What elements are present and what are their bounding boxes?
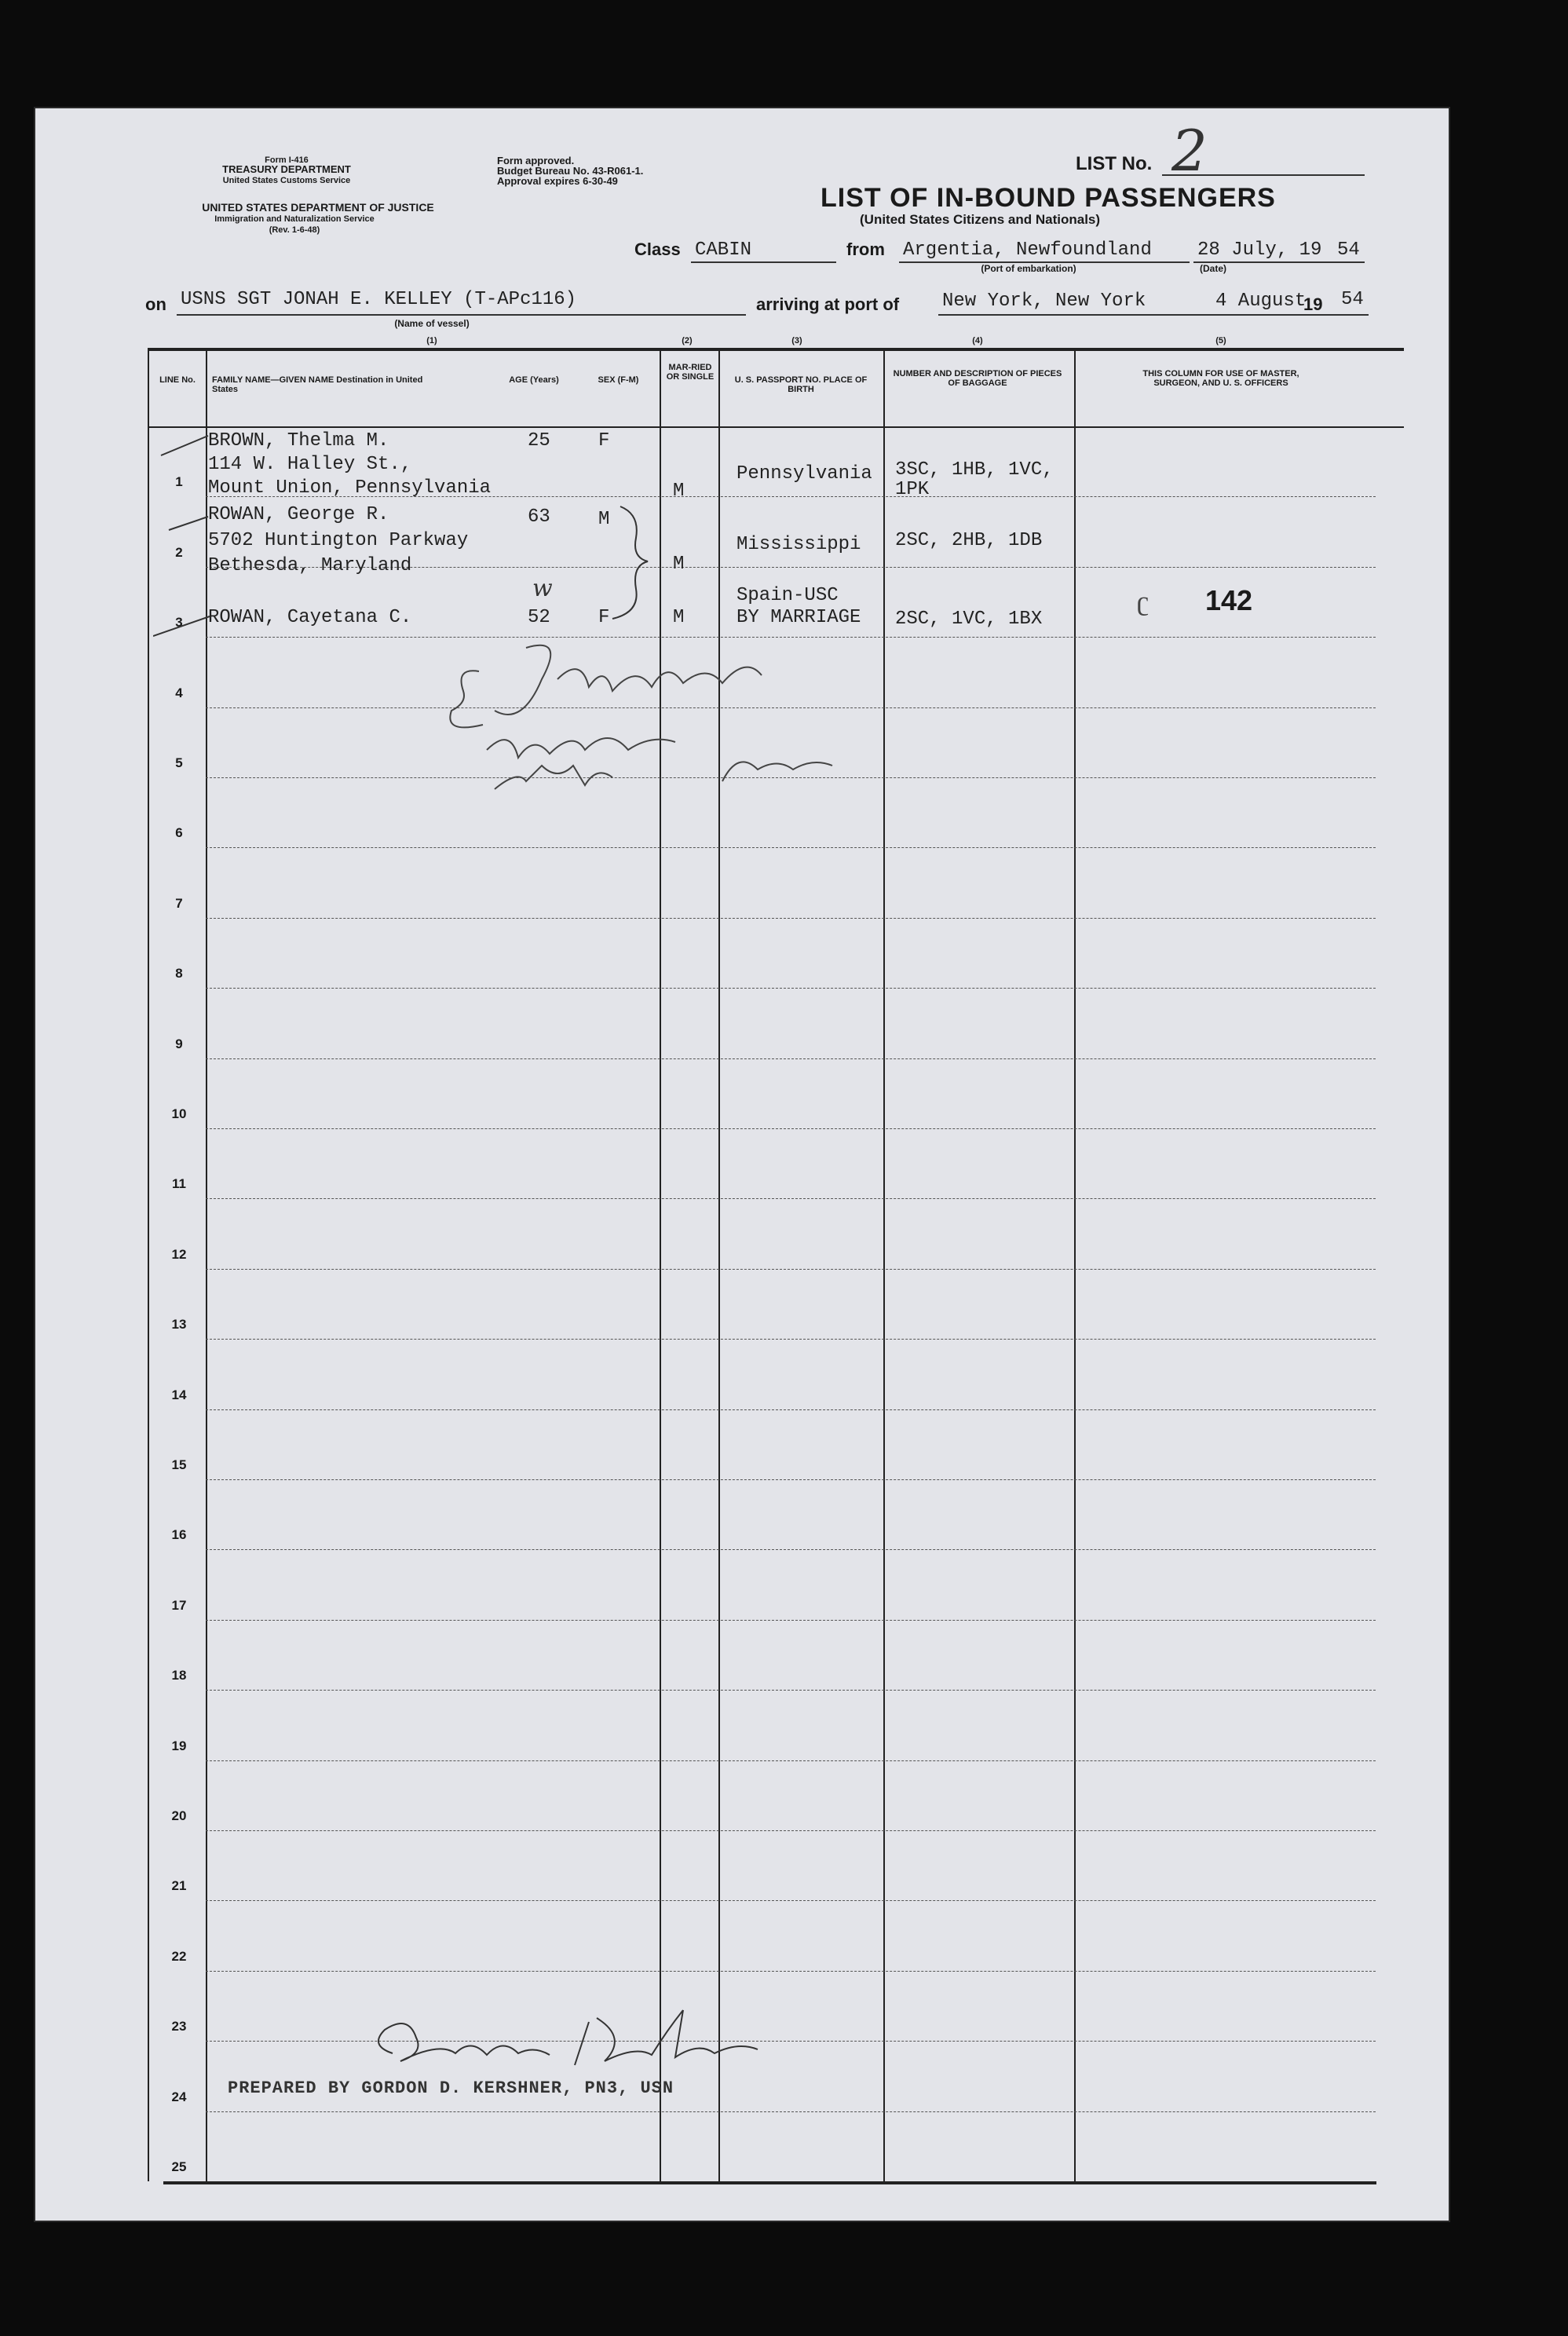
row-divider: [206, 1690, 1376, 1691]
class-value: CABIN: [695, 239, 752, 261]
arrival-date-year: 54: [1341, 289, 1364, 310]
col-num-5: (5): [1215, 336, 1226, 345]
col-divider-married: [718, 348, 720, 2181]
ins-service: Immigration and Naturalization Service: [214, 214, 375, 224]
approval-line-2: Budget Bureau No. 43-R061-1.: [497, 165, 644, 177]
family-bracket: [605, 503, 660, 620]
row-divider: [206, 988, 1376, 989]
col-header-baggage: NUMBER AND DESCRIPTION OF PIECES OF BAGGAGE: [893, 369, 1062, 388]
preparer-signature: [369, 2006, 762, 2077]
passenger-1-name: BROWN, Thelma M.: [208, 430, 389, 451]
row-number: 11: [172, 1176, 186, 1192]
col-header-officers: THIS COLUMN FOR USE OF MASTER, SURGEON, AND U. S. OFFICERS: [1142, 369, 1299, 388]
revision: (Rev. 1-6-48): [269, 225, 320, 235]
row-divider: [206, 1058, 1376, 1059]
passenger-3-name: ROWAN, Cayetana C.: [208, 607, 412, 628]
date-caption: (Date): [1199, 263, 1226, 274]
arrival-date-value: 4 August: [1215, 291, 1307, 312]
approval-line-3: Approval expires 6-30-49: [497, 175, 618, 187]
passenger-1-address: 114 W. Halley St.,: [208, 454, 412, 475]
row-number: 2: [175, 544, 183, 560]
row-number: 8: [175, 966, 183, 982]
form-title: LIST OF IN-BOUND PASSENGERS: [821, 183, 1276, 213]
inspector-signature: [448, 632, 856, 805]
col-header-age: AGE (Years): [509, 375, 559, 385]
row-number: 21: [171, 1878, 187, 1894]
passenger-1-birthplace: Pennsylvania: [736, 463, 872, 484]
vessel-caption: (Name of vessel): [394, 318, 470, 329]
justice-dept: UNITED STATES DEPARTMENT OF JUSTICE: [202, 201, 434, 214]
col-num-4: (4): [972, 336, 983, 345]
row-number: 18: [171, 1668, 187, 1683]
arrival-underline: [938, 314, 1369, 316]
row-number: 5: [175, 755, 183, 770]
approval-line-1: Form approved.: [497, 155, 575, 166]
embark-date-value: 28 July, 19: [1197, 239, 1322, 261]
row-divider: [206, 1900, 1376, 1901]
passenger-2-city: Bethesda, Maryland: [208, 555, 412, 576]
row-divider: [206, 1479, 1376, 1480]
row-divider: [206, 1269, 1376, 1270]
passenger-3-baggage: 2SC, 1VC, 1BX: [895, 609, 1043, 630]
row-number: 16: [171, 1527, 187, 1543]
row-divider: [206, 2111, 1376, 2112]
col-divider-name: [660, 348, 661, 2181]
from-label: from: [846, 239, 885, 259]
row-divider: [206, 1409, 1376, 1410]
list-no-value: 2: [1171, 118, 1208, 184]
passenger-1-baggage-2: 1PK: [895, 479, 930, 500]
col-header-married: MAR-RIED OR SINGLE: [666, 363, 715, 382]
row-divider: [206, 1830, 1376, 1831]
embark-port-caption: (Port of embarkation): [981, 263, 1076, 274]
on-label: on: [145, 294, 166, 314]
passenger-1-city: Mount Union, Pennsylvania: [208, 477, 492, 499]
row-number: 3: [175, 615, 183, 631]
row-number: 19: [171, 1738, 187, 1753]
class-underline: [691, 261, 836, 263]
row-number: 20: [171, 1808, 187, 1823]
passenger-2-sex: M: [598, 509, 610, 530]
passenger-2-married: M: [673, 554, 685, 575]
col-header-passport: U. S. PASSPORT NO. PLACE OF BIRTH: [734, 375, 868, 394]
row-number: 15: [171, 1457, 187, 1472]
passenger-2-age: 63: [528, 506, 550, 528]
passenger-1-sex: F: [598, 430, 610, 451]
row-number: 13: [171, 1317, 187, 1333]
list-no-label: LIST No.: [1076, 153, 1153, 174]
row-number: 23: [171, 2019, 187, 2034]
row-divider: [206, 1620, 1376, 1621]
row-divider: [206, 1760, 1376, 1761]
arrival-year-prefix: 19: [1303, 294, 1323, 314]
table-header-border: [148, 426, 1404, 428]
row-divider: [206, 1971, 1376, 1972]
row-number: 6: [175, 825, 183, 841]
embark-date-year: 54: [1337, 239, 1360, 261]
check-marks: [153, 424, 216, 644]
passenger-3-birthplace-2: BY MARRIAGE: [736, 607, 861, 628]
row-number: 12: [171, 1246, 187, 1262]
passenger-1-baggage: 3SC, 1HB, 1VC,: [895, 459, 1054, 481]
class-label: Class: [634, 239, 681, 259]
manifest-sheet: [35, 108, 1449, 2221]
passenger-1-married: M: [673, 481, 685, 502]
form-number: Form I-416: [265, 155, 309, 165]
row-number: 25: [171, 2159, 187, 2174]
prepared-by: PREPARED BY GORDON D. KERSHNER, PN3, USN: [228, 2078, 674, 2098]
col-num-2: (2): [682, 336, 693, 345]
passenger-3-sex: F: [598, 607, 610, 628]
row-number: 22: [171, 1948, 187, 1964]
passenger-2-baggage: 2SC, 2HB, 1DB: [895, 530, 1043, 551]
embark-port-value: Argentia, Newfoundland: [903, 239, 1152, 261]
passenger-2-address: 5702 Huntington Parkway: [208, 530, 469, 551]
table-top-border: [148, 348, 1404, 351]
passenger-1-age: 25: [528, 430, 550, 451]
row-divider: [206, 918, 1376, 919]
row-divider: [206, 847, 1376, 848]
vessel-underline: [177, 314, 746, 316]
row-number: 9: [175, 1036, 183, 1051]
row-number: 7: [175, 895, 183, 911]
officer-mark: ʗ: [1137, 587, 1150, 616]
col-header-line-no: LINE No.: [159, 375, 196, 385]
col-divider-passport: [883, 348, 885, 2181]
row-divider: [206, 1549, 1376, 1550]
table-bottom-border: [163, 2181, 1376, 2184]
col-header-name: FAMILY NAME—GIVEN NAME Destination in United States: [212, 375, 423, 394]
col-num-3: (3): [791, 336, 802, 345]
row-number: 24: [171, 2089, 187, 2104]
form-subtitle: (United States Citizens and Nationals): [860, 212, 1101, 227]
passenger-2-name: ROWAN, George R.: [208, 504, 389, 525]
passenger-3-age: 52: [528, 607, 550, 628]
passenger-3-officer-note: 142: [1205, 584, 1253, 616]
row-number: 1: [175, 474, 183, 490]
row-divider: [206, 1128, 1376, 1129]
col-num-1: (1): [426, 336, 437, 345]
row-divider: [206, 1198, 1376, 1199]
col-divider-left: [148, 348, 149, 2181]
row-number: 17: [171, 1597, 187, 1613]
widowed-mark: w: [532, 575, 553, 602]
passenger-3-married: M: [673, 607, 685, 628]
customs-service: United States Customs Service: [222, 176, 351, 185]
vessel-name-value: USNS SGT JONAH E. KELLEY (T-APc116): [181, 289, 577, 310]
passenger-2-birthplace: Mississippi: [736, 534, 861, 555]
col-header-sex: SEX (F-M): [598, 375, 639, 385]
arriving-label: arriving at port of: [756, 294, 900, 314]
passenger-3-birthplace: Spain-USC: [736, 585, 839, 606]
row-number: 14: [171, 1387, 187, 1402]
row-number: 4: [175, 685, 183, 700]
treasury-dept: TREASURY DEPARTMENT: [222, 163, 351, 175]
row-number: 10: [171, 1106, 187, 1121]
arrival-port-value: New York, New York: [942, 291, 1146, 312]
row-divider: [206, 1339, 1376, 1340]
col-divider-baggage: [1074, 348, 1076, 2181]
